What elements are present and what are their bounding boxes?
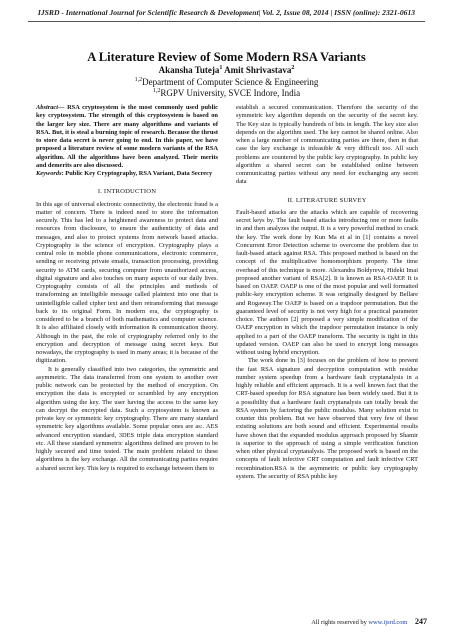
paper-title: A Literature Review of Some Modern RSA Variants	[87, 50, 366, 64]
right-paragraph-0: establish a secured communication. Therefore the security of the symmetric key algorithm depends on the security of the secret key. The Key size is typically hundreds of bits in length. The key size also depends on the algorithm used. The key cannot be shared online. Also when a large number of communicating parties are there, then in that case the key exchange is infeasible & very difficult too. All such problems are countered by the public key cryptography. In public key algorithm a shared secret can be established online between communicating parties without any need for exchanging any secret data	[236, 104, 418, 186]
literature-heading: II. LITERATURE SURVEY	[287, 196, 367, 204]
left-column	[36, 104, 218, 473]
literature-paragraph-2: The work done in [3] focuses on the problem of how to prevent the fast RSA signature and decryption computation with residue number system speedup from a hardware fault cryptanalysis in a highly reliable and efficient approach. It is a well known fact that the CRT-based speedup for RSA signature has been widely used. But it is a possibility that a hardware fault cryptanalysis can totally break the RSA system by factoring the public modulus. Many solution exist to counter this problem. But we have observed that very few of these existing solutions are both sound and efficient. Experimental results have shown that the expanded modulus approach proposed by Shamir is superior to the approach of using a simple verification function when other physical cryptanalysis. The proposed work is based on the concepts of fault infective CRT computation and fault infective CRT recombination.RSA is the asymmetric or public key cryptography system. The security of RSA public key	[236, 357, 418, 480]
intro-heading: I. INTRODUCTION	[97, 188, 157, 196]
affiliation-university	[0, 88, 453, 98]
intro-paragraph-2: It is generally classified into two categories, the symmetric and asymmetric. The data transferred from one system to another over public network can be protected by the method of encryption. On encryption the data is encrypted or scrambled by any encryption algorithm using the key. The user having the access to the same key can decrypt the encrypted data. Such a cryptosystem is known as private key or symmetric key cryptography. There are many standard symmetric key algorithms available. Some popular ones are as:. AES advanced encryption standard, 3DES triple data encryption standard etc. All these standard symmetric algorithms defined are proven to be highly secured and time tested. The main problem related to these algorithms is the key exchange. All the communicating parties require a shared secret key. This key is required to exchange between them to	[36, 365, 218, 472]
header-rule	[28, 21, 425, 22]
journal-header: IJSRD - International Journal for Scientific Research & Development| Vol. 2, Issue 08, 2014 | ISSN (online): 2321-0613	[37, 8, 416, 17]
page-footer	[311, 617, 427, 626]
author-1: Akansha Tuteja	[158, 65, 220, 75]
page-number: 247	[415, 617, 427, 626]
author-1-sup: 1	[219, 65, 223, 71]
author-line	[0, 65, 453, 75]
author-2-sup: 2	[291, 65, 295, 71]
keywords-label: Keywords	[36, 170, 62, 177]
abstract-text: RSA cryptosystem is the most commonly used public key cryptosystem. The strength of this cryptosystem is based on the larger key size. There are many algorithms and variants of RSA. But, it is steal a burning topic of research. Because the thrust to store data secret is never going to end. In this paper, we have proposed a literature review of some modern variants of the RSA algorithm. All the algorithms have been analyzed. Their merits and demerits are also discussed.	[36, 104, 218, 169]
footer-url[interactable]: www.ijsrd.com	[368, 619, 408, 626]
affiliation-2-text: RGPV University, SVCE Indore, India	[160, 88, 301, 98]
abstract-label: Abstract—	[36, 104, 65, 111]
affiliation-1-sup: 1,2	[134, 77, 143, 83]
affiliation-2-sup: 1,2	[152, 88, 161, 94]
affiliation-1-text: Department of Computer Science & Engineering	[142, 77, 319, 87]
intro-paragraph-1: In this age of universal electronic connectivity, the electronic fraud is a matter of concern. There is indeed need to store the information securely. This has led to a heightened awareness to protect data and resources from disclosure, to ensure the authenticity of data and messages, and also to protect systems from network based attacks. Cryptography is the science of encryption. Cryptography plays a central role in mobile phone communications, electronic commerce, sending or receiving private emails, transaction processing, providing security to ATM cards, securing computer from unauthorized access, digital signature and also touches on many aspects of our daily lives. Cryptography consists of all the principles and methods of transforming an intelligible message called plaintext into one that is unintelligible called cipher text and then retransforming that message back to its original Form. In modern era, the cryptography is considered to be a branch of both mathematics and computer science. It is also affiliated closely with information & communication theory. Although in the past, the role of cryptography referred only to the encryption and decryption of message using secret keys. But nowadays, the cryptography is used in many areas; it is because of the digitization.	[36, 200, 218, 365]
keywords-text: : Public Key Cryptography, RSA Variant, Data Secrecy	[61, 170, 213, 177]
abstract	[36, 104, 218, 170]
right-column	[236, 104, 418, 481]
affiliation-department	[0, 77, 453, 87]
keywords	[36, 170, 218, 178]
author-2: Amit Shrivastava	[224, 65, 292, 75]
literature-paragraph-1: Fault-based attacks are the attacks which are capable of recovering secret keys by. The fault based attacks introducing one or more faults in and then analyzes the output. It is a very powerful method to crack the key. The work done by Kun Ma et al in [1] contains a novel Concurrent Error Detection scheme to overcome the problem due to fault-based attack against RSA. This proposed method is based on the concept of the multiplicative homomorphism property. The time overhead of this technique is more. Alexandra Boldyreva, Hideki Imai proposed another variant of RSA[2]. It is known as RSA-OAEP. It is based on OAEP. OAEP is one of the most popular and well formatted public-key encryption scheme. It was originally designed by Bellare and Rogaway.The OAEP is based on a trapdoor permutation. But the guaranteed level of security is not very high for a practical parameter choice. The authors [2] proposed a very simple modification of the OAEP encryption in which the trapdoor permutation instance is only applied to a part of the OAEP transform. The security is tight in this updated version. OAEP can also be used to encrypt long messages without using hybrid encryption.	[236, 208, 418, 356]
footer-rights: All rights reserved by	[311, 619, 367, 626]
